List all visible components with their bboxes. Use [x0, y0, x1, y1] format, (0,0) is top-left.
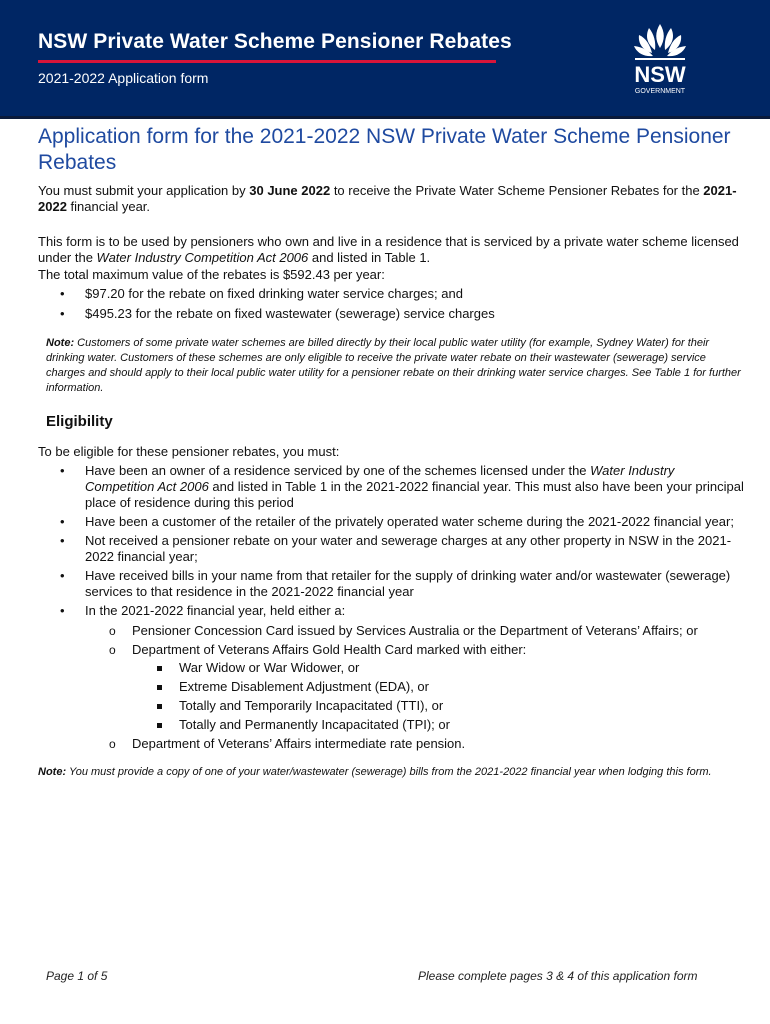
list-item: • Have received bills in your name from that retailer for the supply of drinking water and/or wastewater (sewerage) services to that residence in the 2021-2022 financial year — [38, 568, 744, 600]
list-item: • $495.23 for the rebate on fixed wastewater (sewerage) service charges — [38, 306, 744, 322]
intro-paragraph-max-value: The total maximum value of the rebates is $592.43 per year: — [38, 267, 385, 282]
list-item: War Widow or War Widower, or — [132, 660, 744, 676]
rebate-list — [38, 286, 744, 322]
list-item: o Department of Veterans Affairs Gold Health Card marked with either: War Widow or War Widower, or Extreme Disablement Adjustment (EDA), or Totally and Temporarily Incapacitated (TTI), or Totally and Permanently Incapacitated (TPI); or — [85, 642, 744, 733]
intro-paragraph-purpose: This form is to be used by pensioners who own and live in a residence that is serviced by a private water scheme licensed under the Water Industry Competition Act 2006 and listed in Table 1. — [38, 234, 739, 265]
footer-instruction: Please complete pages 3 & 4 of this application form — [418, 969, 698, 983]
page-number: Page 1 of 5 — [46, 969, 108, 983]
intro-paragraph-deadline: You must submit your application by 30 June 2022 to receive the Private Water Scheme Pensioner Rebates for the 2021-2022 financial year. — [38, 183, 737, 214]
eligibility-list — [38, 463, 744, 752]
page-header — [0, 0, 770, 119]
concession-card-list — [85, 623, 744, 752]
list-item: • In the 2021-2022 financial year, held either a: o Pensioner Concession Card issued by Services Australia or the Department of Veterans’ Affairs; or o Department of Veterans Affairs Gold Health Card marked with either: War Widow or War Widower, or Extreme Disablement Adjustment (EDA), or Totally and Temporarily Incapacitated (TTI), or Totally and Permanently Incapacitated (TPI); or o Department of Veterans’ Affairs intermediate rate pension. — [38, 603, 744, 752]
nsw-government-logo — [622, 22, 698, 98]
list-item: o Pensioner Concession Card issued by Services Australia or the Department of Veterans’ Affairs; or — [85, 623, 744, 639]
list-item: Extreme Disablement Adjustment (EDA), or — [132, 679, 744, 695]
svg-text:NSW: NSW — [634, 62, 686, 87]
note-paragraph: Note: Customers of some private water schemes are billed directly by their local public water utility (for example, Sydney Water) for their drinking water. Customers of these schemes are only eligible to receive the private water rebate on their wastewater (sewerage) service charges and should apply to their local public water utility for a pensioner rebate on their drinking water service charges. See Table 1 for further information. — [46, 337, 741, 394]
header-divider — [38, 60, 496, 63]
page-title: Application form for the 2021-2022 NSW Private Water Scheme Pensioner Rebates — [38, 125, 731, 174]
svg-text:GOVERNMENT: GOVERNMENT — [634, 88, 686, 95]
list-item: o Department of Veterans’ Affairs intermediate rate pension. — [85, 736, 744, 752]
eligibility-heading: Eligibility — [46, 413, 113, 430]
list-item: Totally and Temporarily Incapacitated (TTI), or — [132, 698, 744, 714]
header-title: NSW Private Water Scheme Pensioner Rebates — [38, 30, 512, 53]
list-item: Totally and Permanently Incapacitated (TPI); or — [132, 717, 744, 733]
list-item: • $97.20 for the rebate on fixed drinking water service charges; and — [38, 286, 744, 302]
list-item: • Have been a customer of the retailer of the privately operated water scheme during the 2021-2022 financial year; — [38, 514, 744, 530]
bill-note-paragraph: Note: You must provide a copy of one of your water/wastewater (sewerage) bills from the 2021-2022 financial year when lodging this form. — [38, 766, 712, 778]
gold-card-list — [132, 660, 744, 733]
eligibility-lead: To be eligible for these pensioner rebates, you must: — [38, 444, 340, 459]
list-item: • Not received a pensioner rebate on your water and sewerage charges at any other property in NSW in the 2021-2022 financial year; — [38, 533, 744, 565]
list-item: • Have been an owner of a residence serviced by one of the schemes licensed under the Water Industry Competition Act 2006 and listed in Table 1 in the 2021-2022 financial year. This must also have been your principal place of residence during this period — [38, 463, 744, 511]
main-content — [38, 124, 744, 780]
header-subtitle: 2021-2022 Application form — [38, 70, 209, 86]
